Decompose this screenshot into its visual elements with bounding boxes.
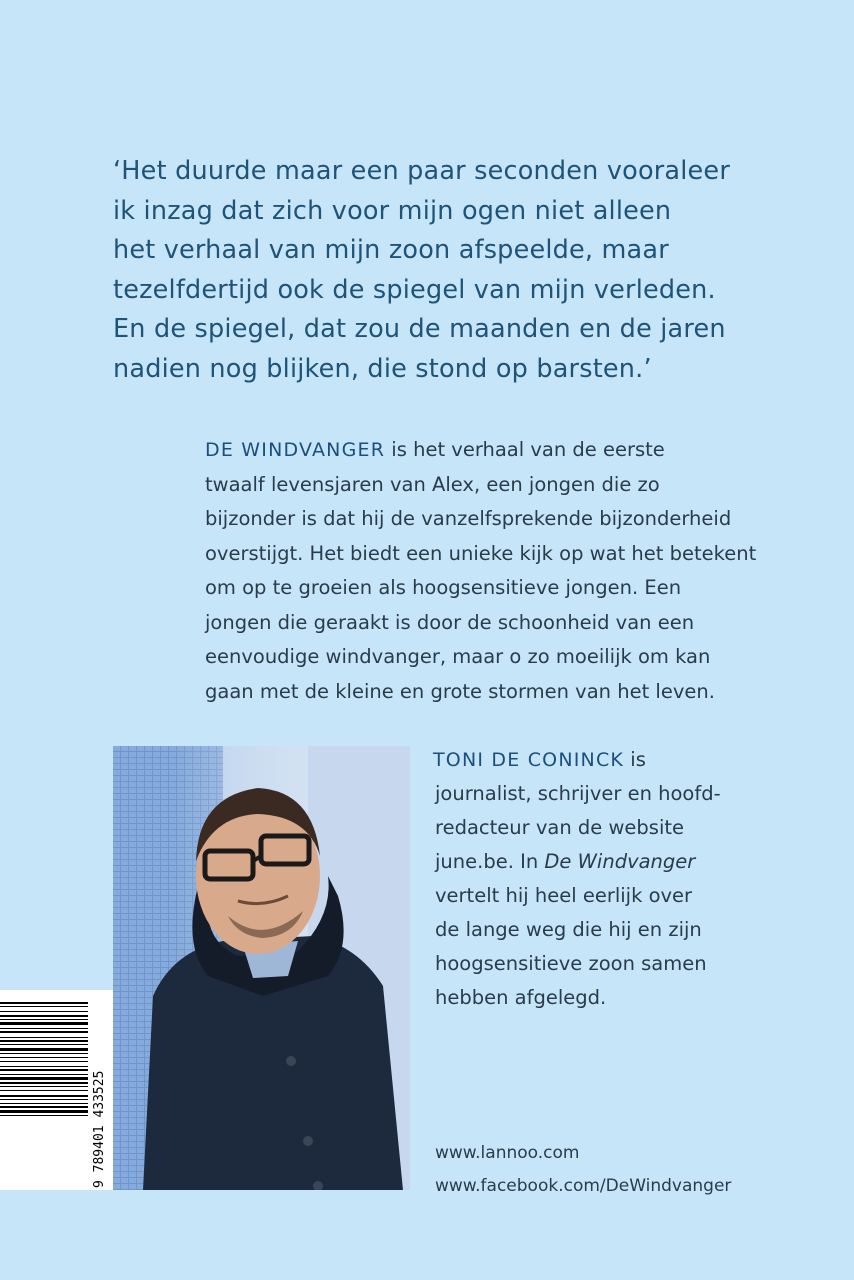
quote-line: het verhaal van mijn zoon afspeelde, maar (113, 235, 669, 265)
barcode-bar (0, 1110, 88, 1113)
barcode-bar (0, 1015, 88, 1017)
blurb-line: twaalf levensjaren van Alex, een jongen die zo (205, 472, 660, 496)
barcode-bar (0, 1069, 88, 1071)
barcode-bar (0, 1095, 88, 1097)
barcode-bar (0, 1053, 88, 1054)
barcode-bar (0, 1040, 88, 1042)
barcode-bar (0, 1086, 88, 1087)
book-title: DE WINDVANGER (205, 439, 386, 461)
bio-line (433, 743, 793, 777)
barcode-bar (0, 1103, 88, 1104)
barcode-bar (0, 1037, 88, 1038)
blurb-line: overstijgt. Het biedt een unieke kijk op wat het betekent (205, 541, 757, 565)
website-link[interactable]: www.lannoo.com (435, 1143, 580, 1163)
publisher-links (435, 1137, 731, 1202)
blurb-line: gaan met de kleine en grote stormen van het leven. (205, 679, 715, 703)
barcode-bar (0, 1019, 88, 1020)
author-bio (433, 743, 793, 1015)
barcode-bar (0, 1028, 88, 1029)
blurb-line: eenvoudige windvanger, maar o zo moeilijk om kan (205, 645, 711, 668)
quote-line: En de spiegel, dat zou de maanden en de jaren (113, 314, 726, 344)
quote-line: ‘Het duurde maar een paar seconden vooraleer (113, 156, 731, 186)
quote-line: tezelfdertijd ook de spiegel van mijn verleden. (113, 274, 716, 305)
bio-line: redacteur van de website (435, 816, 685, 839)
barcode-bar (0, 1082, 88, 1084)
isbn-barcode (0, 990, 113, 1190)
author-portrait-image (113, 746, 410, 1190)
bio-line: de lange weg die hij en zijn (435, 918, 702, 941)
barcode-bar (0, 1022, 88, 1025)
bio-line: journalist, schrijver en hoofd- (435, 782, 721, 805)
bio-text: june.be. In (435, 850, 545, 873)
book-blurb (205, 433, 805, 709)
barcode-image (0, 990, 113, 1190)
barcode-bar (0, 1115, 88, 1116)
barcode-bar (0, 1090, 88, 1091)
back-cover-quote (113, 152, 813, 389)
blurb-line: jongen die geraakt is door de schoonheid van een (205, 610, 695, 634)
barcode-bar (0, 1048, 88, 1051)
barcode-bar (0, 1077, 88, 1080)
barcode-bar (0, 1031, 88, 1033)
bio-text: is (624, 748, 646, 771)
barcode-bar (0, 1044, 88, 1045)
author-name: TONI DE CONINCK (433, 749, 625, 771)
barcode-bar (0, 1074, 88, 1075)
blurb-line (205, 433, 805, 468)
blurb-line: bijzonder is dat hij de vanzelfsprekende bijzonderheid (205, 507, 732, 530)
barcode-bar (0, 1011, 88, 1012)
quote-line: nadien nog blijken, die stond op barsten.’ (113, 353, 652, 384)
facebook-link[interactable]: www.facebook.com/DeWindvanger (435, 1175, 732, 1196)
barcode-digits: 9 789401 433525 (92, 1070, 107, 1188)
barcode-bar (0, 1002, 88, 1004)
bio-line: hoogsensitieve zoon samen (435, 952, 707, 975)
barcode-bar (0, 1061, 88, 1062)
barcode-bar (0, 1057, 88, 1058)
barcode-bar (0, 1106, 88, 1108)
barcode-bar (0, 1099, 88, 1100)
book-title-italic: De Windvanger (544, 850, 696, 873)
barcode-bar (0, 1066, 88, 1067)
blurb-text: is het verhaal van de eerste (385, 438, 665, 461)
barcode-bar (0, 1006, 88, 1007)
bio-line: hebben afgelegd. (435, 986, 607, 1009)
quote-line: ik inzag dat zich voor mijn ogen niet alleen (113, 195, 672, 226)
author-photo (113, 746, 410, 1190)
bio-line (433, 845, 793, 879)
blurb-line: om op te groeien als hoogsensitieve jongen. Een (205, 576, 682, 599)
bio-line: vertelt hij heel eerlijk over (435, 884, 693, 907)
